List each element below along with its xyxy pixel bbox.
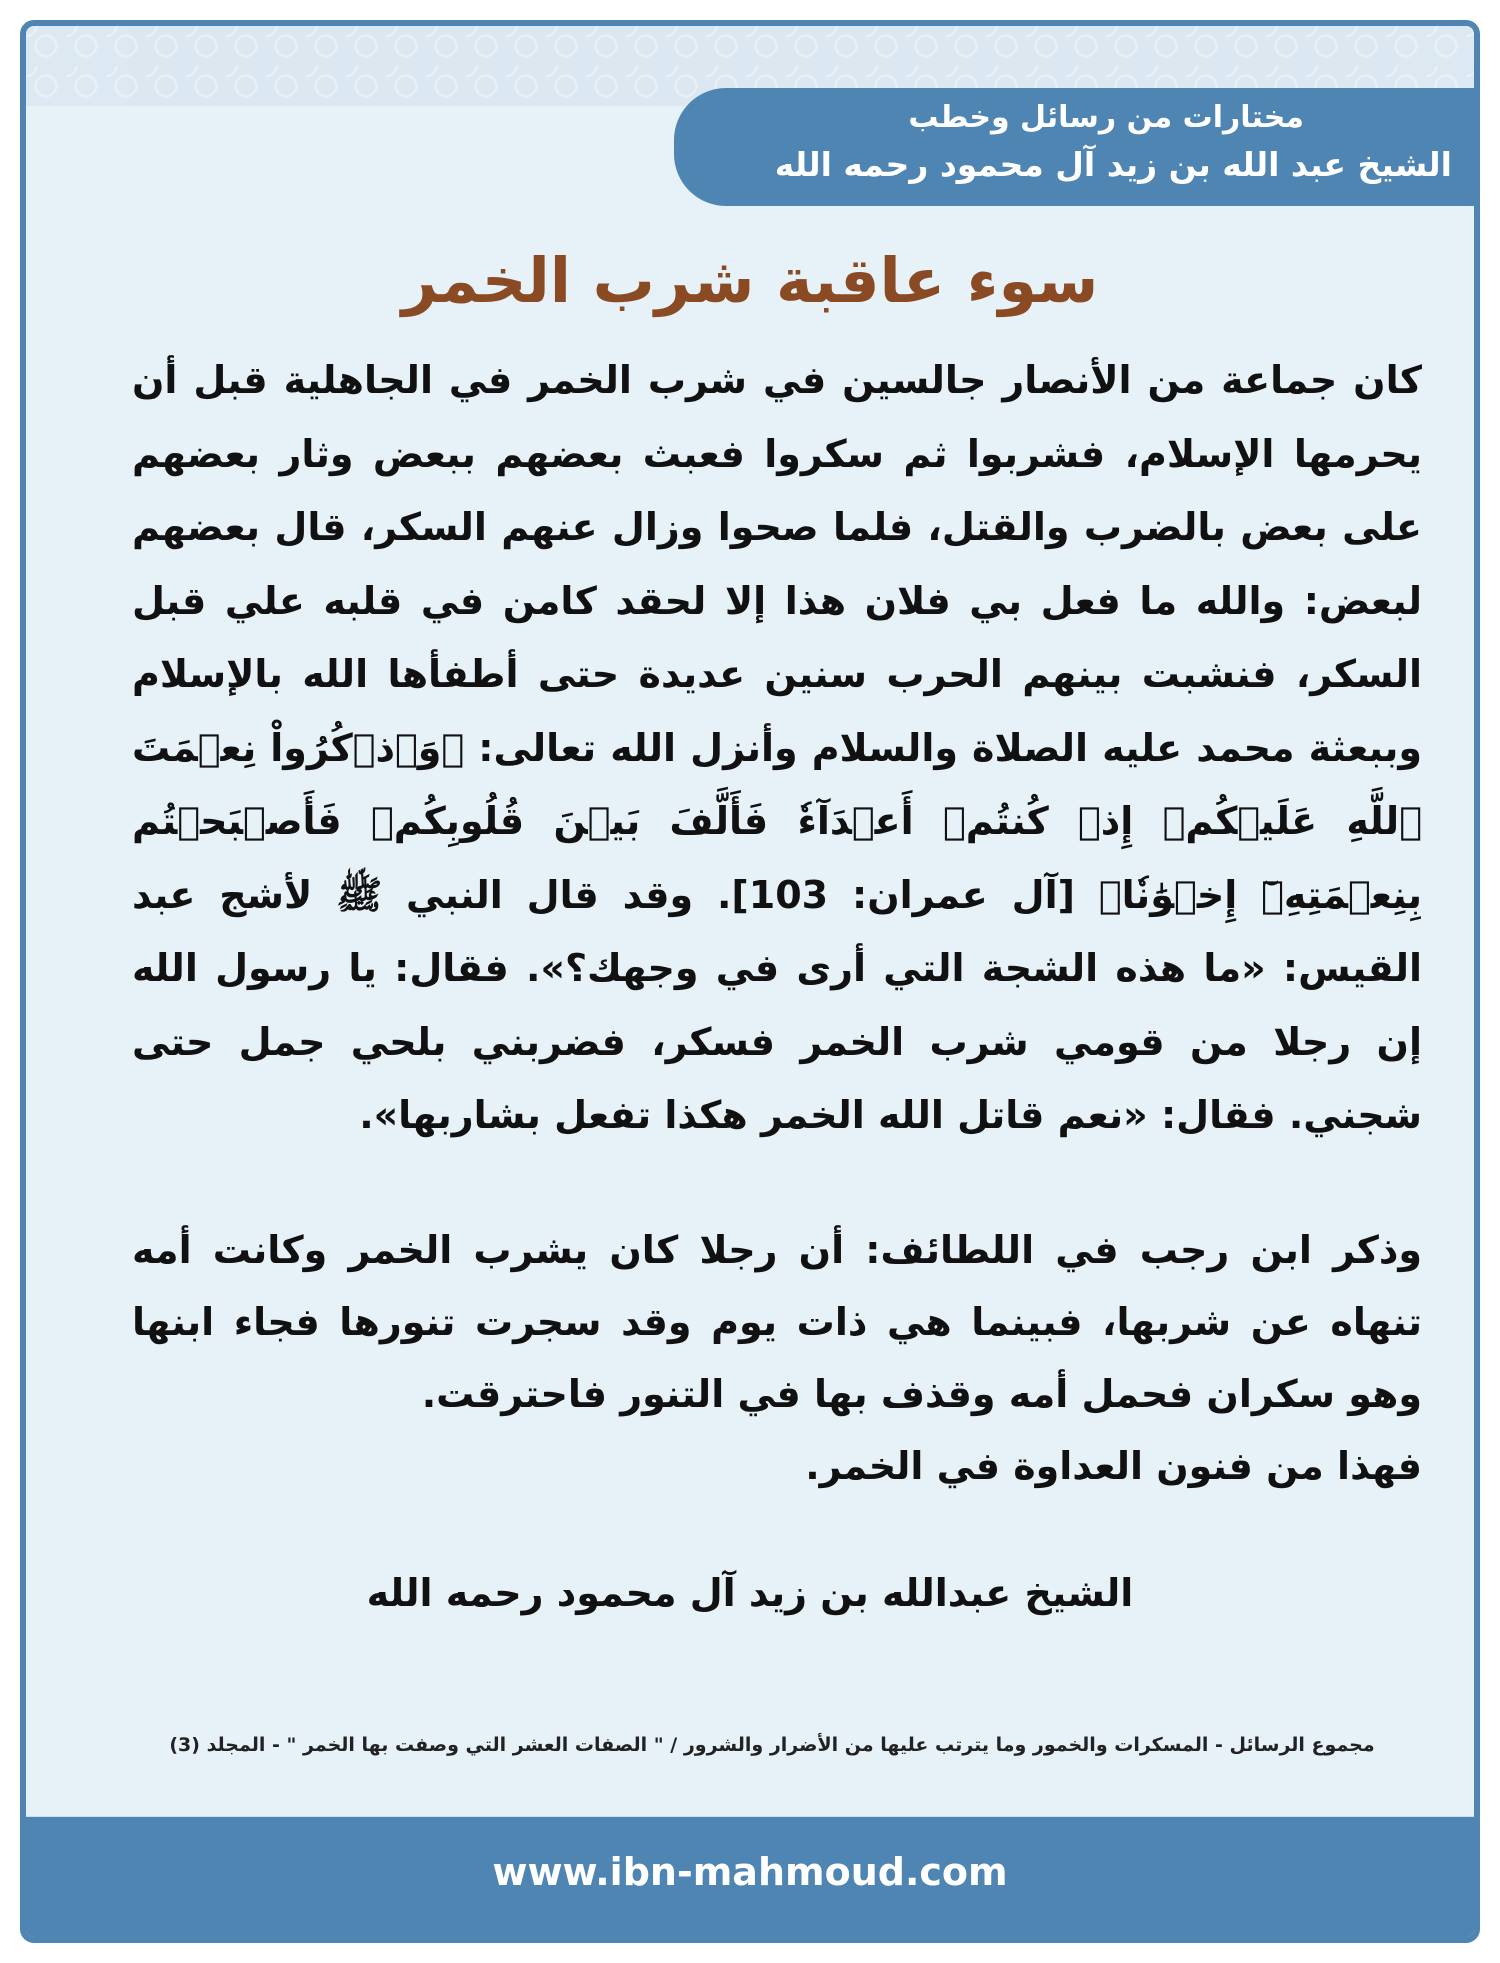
footer-bar (26, 1817, 1474, 1937)
header-series-title: مختارات من رسائل وخطب (908, 100, 1304, 135)
paragraph-1: كان جماعة من الأنصار جالسين في شرب الخمر في الجاهلية قبل أن يحرمها الإسلام، فشربوا ثم سكروا فعبث بعضهم ببعض وثار بعضهم على بعض بالضرب والقتل، فلما صحوا وزال عنهم السكر، قال بعضهم لبعض: والله ما فعل بي فلان هذا إلا لحقد كامن في قلبه علي قبل السكر، فنشبت بينهم الحرب سنين عديدة حتى أطفأها الله بالإسلام وببعثة محمد عليه الصلاة والسلام وأنزل الله تعالى: ﴿وَٱذۡكُرُواْ نِعۡمَتَ ٱللَّهِ عَلَيۡكُمۡ إِذۡ كُنتُمۡ أَعۡدَآءٗ فَأَلَّفَ بَيۡنَ قُلُوبِكُمۡ فَأَصۡبَحۡتُم بِنِعۡمَتِهِۦٓ إِخۡوَٰنٗا﴾ [آل عمران: 103]. وقد قال النبي ﷺ لأشج عبد القيس: «ما هذه الشجة التي أرى في وجهك؟». فقال: يا رسول الله إن رجلا من قومي شرب الخمر فسكر، فضربني بلحي جمل حتى شجني. فقال: «نعم قاتل الله الخمر هكذا تفعل بشاربها». (132, 358, 1422, 1137)
header-author: الشيخ عبد الله بن زيد آل محمود رحمه الله (774, 145, 1452, 184)
source-citation: مجموع الرسائل - المسكرات والخمور وما يترتب عليها من الأضرار والشرور / " الصفات العشر التي وصفت بها الخمر " - المجلد (3) (169, 1734, 1375, 1756)
header-band (674, 88, 1474, 206)
website-link[interactable]: www.ibn-mahmoud.com (492, 1850, 1008, 1894)
paragraph-2: وذكر ابن رجب في اللطائف: أن رجلا كان يشرب الخمر وكانت أمه تنهاه عن شربها، فبينما هي ذات يوم وقد سجرت تنورها فجاء ابنها وهو سكران فحمل أمه وقذف بها في التنور فاحترقت. (132, 1228, 1422, 1416)
article-body-continued (132, 1214, 1422, 1502)
article-body (132, 344, 1422, 1153)
signature: الشيخ عبدالله بن زيد آل محمود رحمه الله (366, 1571, 1134, 1615)
paragraph-3: فهذا من فنون العداوة في الخمر. (805, 1444, 1422, 1488)
page-title: سوء عاقبة شرب الخمر (401, 244, 1099, 317)
page-frame (20, 20, 1480, 1943)
